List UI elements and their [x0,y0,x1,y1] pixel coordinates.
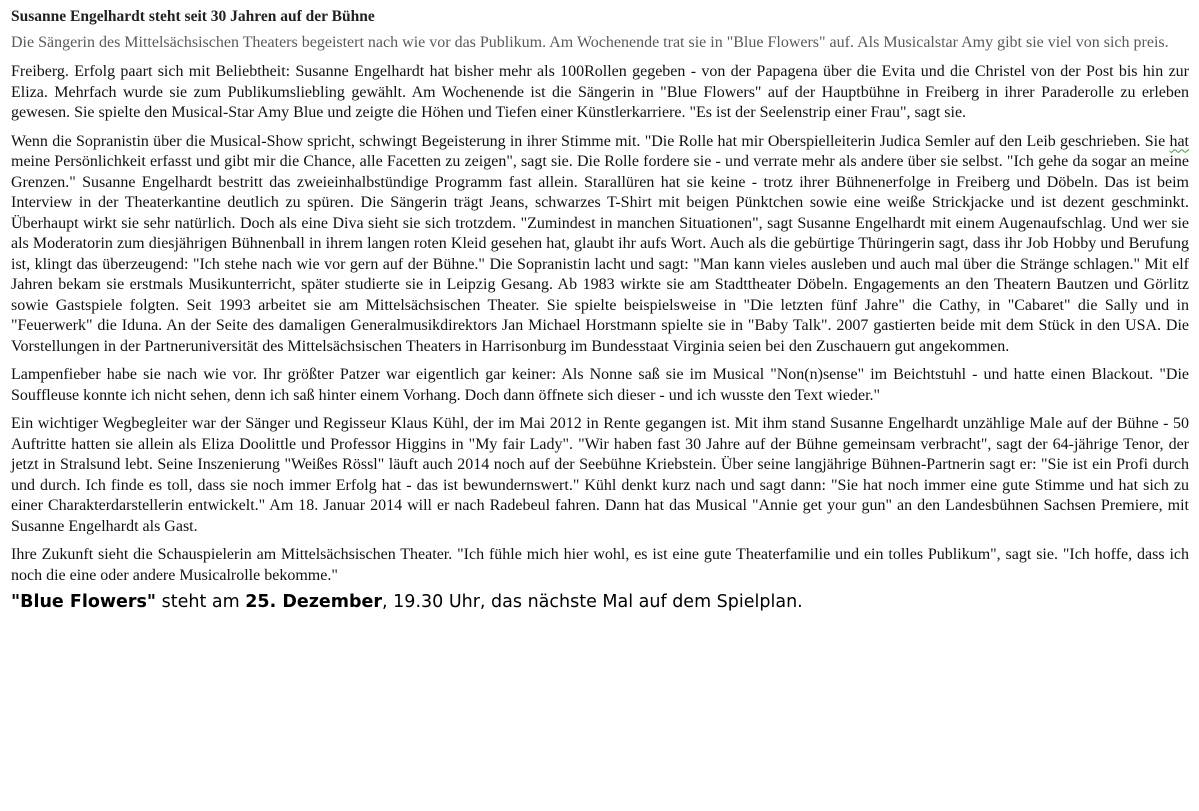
performance-note-text-2: , 19.30 Uhr, das nächste Mal auf dem Spielplan. [382,592,803,612]
article-paragraph-3: Lampenfieber habe sie nach wie vor. Ihr größter Patzer war eigentlich gar keiner: Als Nonne saß sie im Musical "Non(n)sense" im Beichtstuhl - und hatte einen Blackout. "Die Souffleuse konnte ich nicht sehen, denn ich saß hinter einem Vorhang. Doch dann öffnete sich dieser - und ich wusste den Text wieder." [11,366,1189,404]
article-paragraph-1: Freiberg. Erfolg paart sich mit Beliebtheit: Susanne Engelhardt hat bisher mehr als 100Rollen gegeben - von der Papagena über die Evita und die Christel von der Post bis hin zur Eliza. Mehrfach wurde sie zum Publikumsliebling gewählt. Am Wochenende ist die Sängerin in "Blue Flowers" auf der Hauptbühne in Freiberg in ihrer Paraderolle zu erleben gewesen. Sie spielte den Musical-Star Amy Blue und zeigte die Höhen und Tiefen einer Künstlerkarriere. "Es ist der Seelenstrip einer Frau", sagt sie. [11,63,1189,121]
performance-note [11,590,1189,614]
performance-date: 25. Dezember [245,592,383,612]
article-paragraph-2 [11,132,1189,358]
article-title: Susanne Engelhardt steht seit 30 Jahren auf der Bühne [11,8,375,25]
article-paragraph-4: Ein wichtiger Wegbegleiter war der Sänger und Regisseur Klaus Kühl, der im Mai 2012 in Rente gegangen ist. Mit ihm stand Susanne Engelhardt unzählige Male auf der Bühne - 50 Auftritte hatten sie allein als Eliza Doolittle und Professor Higgins in "My fair Lady". "Wir haben fast 30 Jahre auf der Bühne gemeinsam verbracht", sagt der 64-jährige Tenor, der jetzt in Stralsund lebt. Seine Inszenierung "Weißes Rössl" läuft auch 2014 noch auf der Seebühne Kriebstein. Über seine langjährige Bühnen-Partnerin sagt er: "Sie ist ein Profi durch und durch. Ich finde es toll, dass sie noch immer Erfolg hat - das ist bewundernswert." Kühl denkt kurz nach und sagt dann: "Sie hat noch immer eine gute Stimme und hat sich zu einer Charakterdarstellerin entwickelt." Am 18. Januar 2014 will er nach Radebeul fahren. Dann hat das Musical "Annie get your gun" an den Landesbühnen Sachsen Premiere, mit Susanne Engelhardt als Gast. [11,415,1189,535]
paragraph-2-part-b: meine Persönlichkeit erfasst und gibt mir die Chance, alle Facetten zu zeigen", sagt sie. Die Rolle fordere sie - und verrate mehr als andere über sie selbst. "Ich gehe da sogar an meine Grenzen." Susanne Engelhardt bestritt das zweieinhalbstündige Programm fast allein. Starallüren hat sie keine - trotz ihrer Bühnenerfolge in Freiberg und Döbeln. Das ist beim Interview in der Theaterkantine deutlich zu spüren. Die Sängerin trägt Jeans, schwarzes T-Shirt mit beigen Pünktchen sowie eine weiße Strickjacke und ist dezent geschminkt. Überhaupt wirkt sie sehr natürlich. Doch als eine Diva sieht sie sich trotzdem. "Zumindest in manchen Situationen", sagt Susanne Engelhardt mit einem Augenaufschlag. Und wer sie als Moderatorin zum diesjährigen Bühnenball in ihrem langen roten Kleid gesehen hat, glaubt ihr aufs Wort. Auch als die gebürtige Thüringerin sagt, dass ihr Job Hobby und Berufung ist, klingt das überzeugend: "Ich stehe nach wie vor gern auf der Bühne." Die Sopranistin lacht und sagt: "Man kann vieles ausleben und auch mal über die Stränge schlagen." Mit elf Jahren bekam sie erstmals Musikunterricht, später studierte sie in Leipzig Gesang. Ab 1983 wirkte sie am Stadttheater Döbeln. Engagements an den Theatern Bautzen und Görlitz sowie Gastspiele folgten. Seit 1993 arbeitet sie am Mittelsächsischen Theater. Sie spielte beispielsweise in "Die letzten fünf Jahre" die Cathy, in "Cabaret" die Sally und in "Feuerwerk" die Iduna. An der Seite des damaligen Generalmusikdirektors Jan Michael Horstmann spielte sie in "Baby Talk". 2007 gastierten beide mit dem Stück in den USA. Die Vorstellungen in der Partneruniversität des Mittelsächsischen Theaters in Harrisonburg im Bundesstaat Virginia seien bei den Zuschauern gut angekommen. [11,153,1189,355]
show-title: "Blue Flowers" [11,592,157,612]
article-subtitle: Die Sängerin des Mittelsächsischen Theaters begeistert nach wie vor das Publikum. Am Wochenende trat sie in "Blue Flowers" auf. Als Musicalstar Amy gibt sie viel von sich preis. [11,34,1169,51]
spellcheck-marked-word: hat [1169,132,1189,150]
article-paragraph-5: Ihre Zukunft sieht die Schauspielerin am Mittelsächsischen Theater. "Ich fühle mich hier wohl, es ist eine gute Theaterfamilie und ein tolles Publikum", sagt sie. "Ich hoffe, dass ich noch die eine oder andere Musicalrolle bekomme." [11,546,1189,584]
performance-note-text-1: steht am [156,592,246,612]
paragraph-2-part-a: Wenn die Sopranistin über die Musical-Show spricht, schwingt Begeisterung in ihrer Stimme mit. "Die Rolle hat mir Oberspielleiterin Judica Semler auf den Leib geschrieben. Sie [11,132,1170,150]
